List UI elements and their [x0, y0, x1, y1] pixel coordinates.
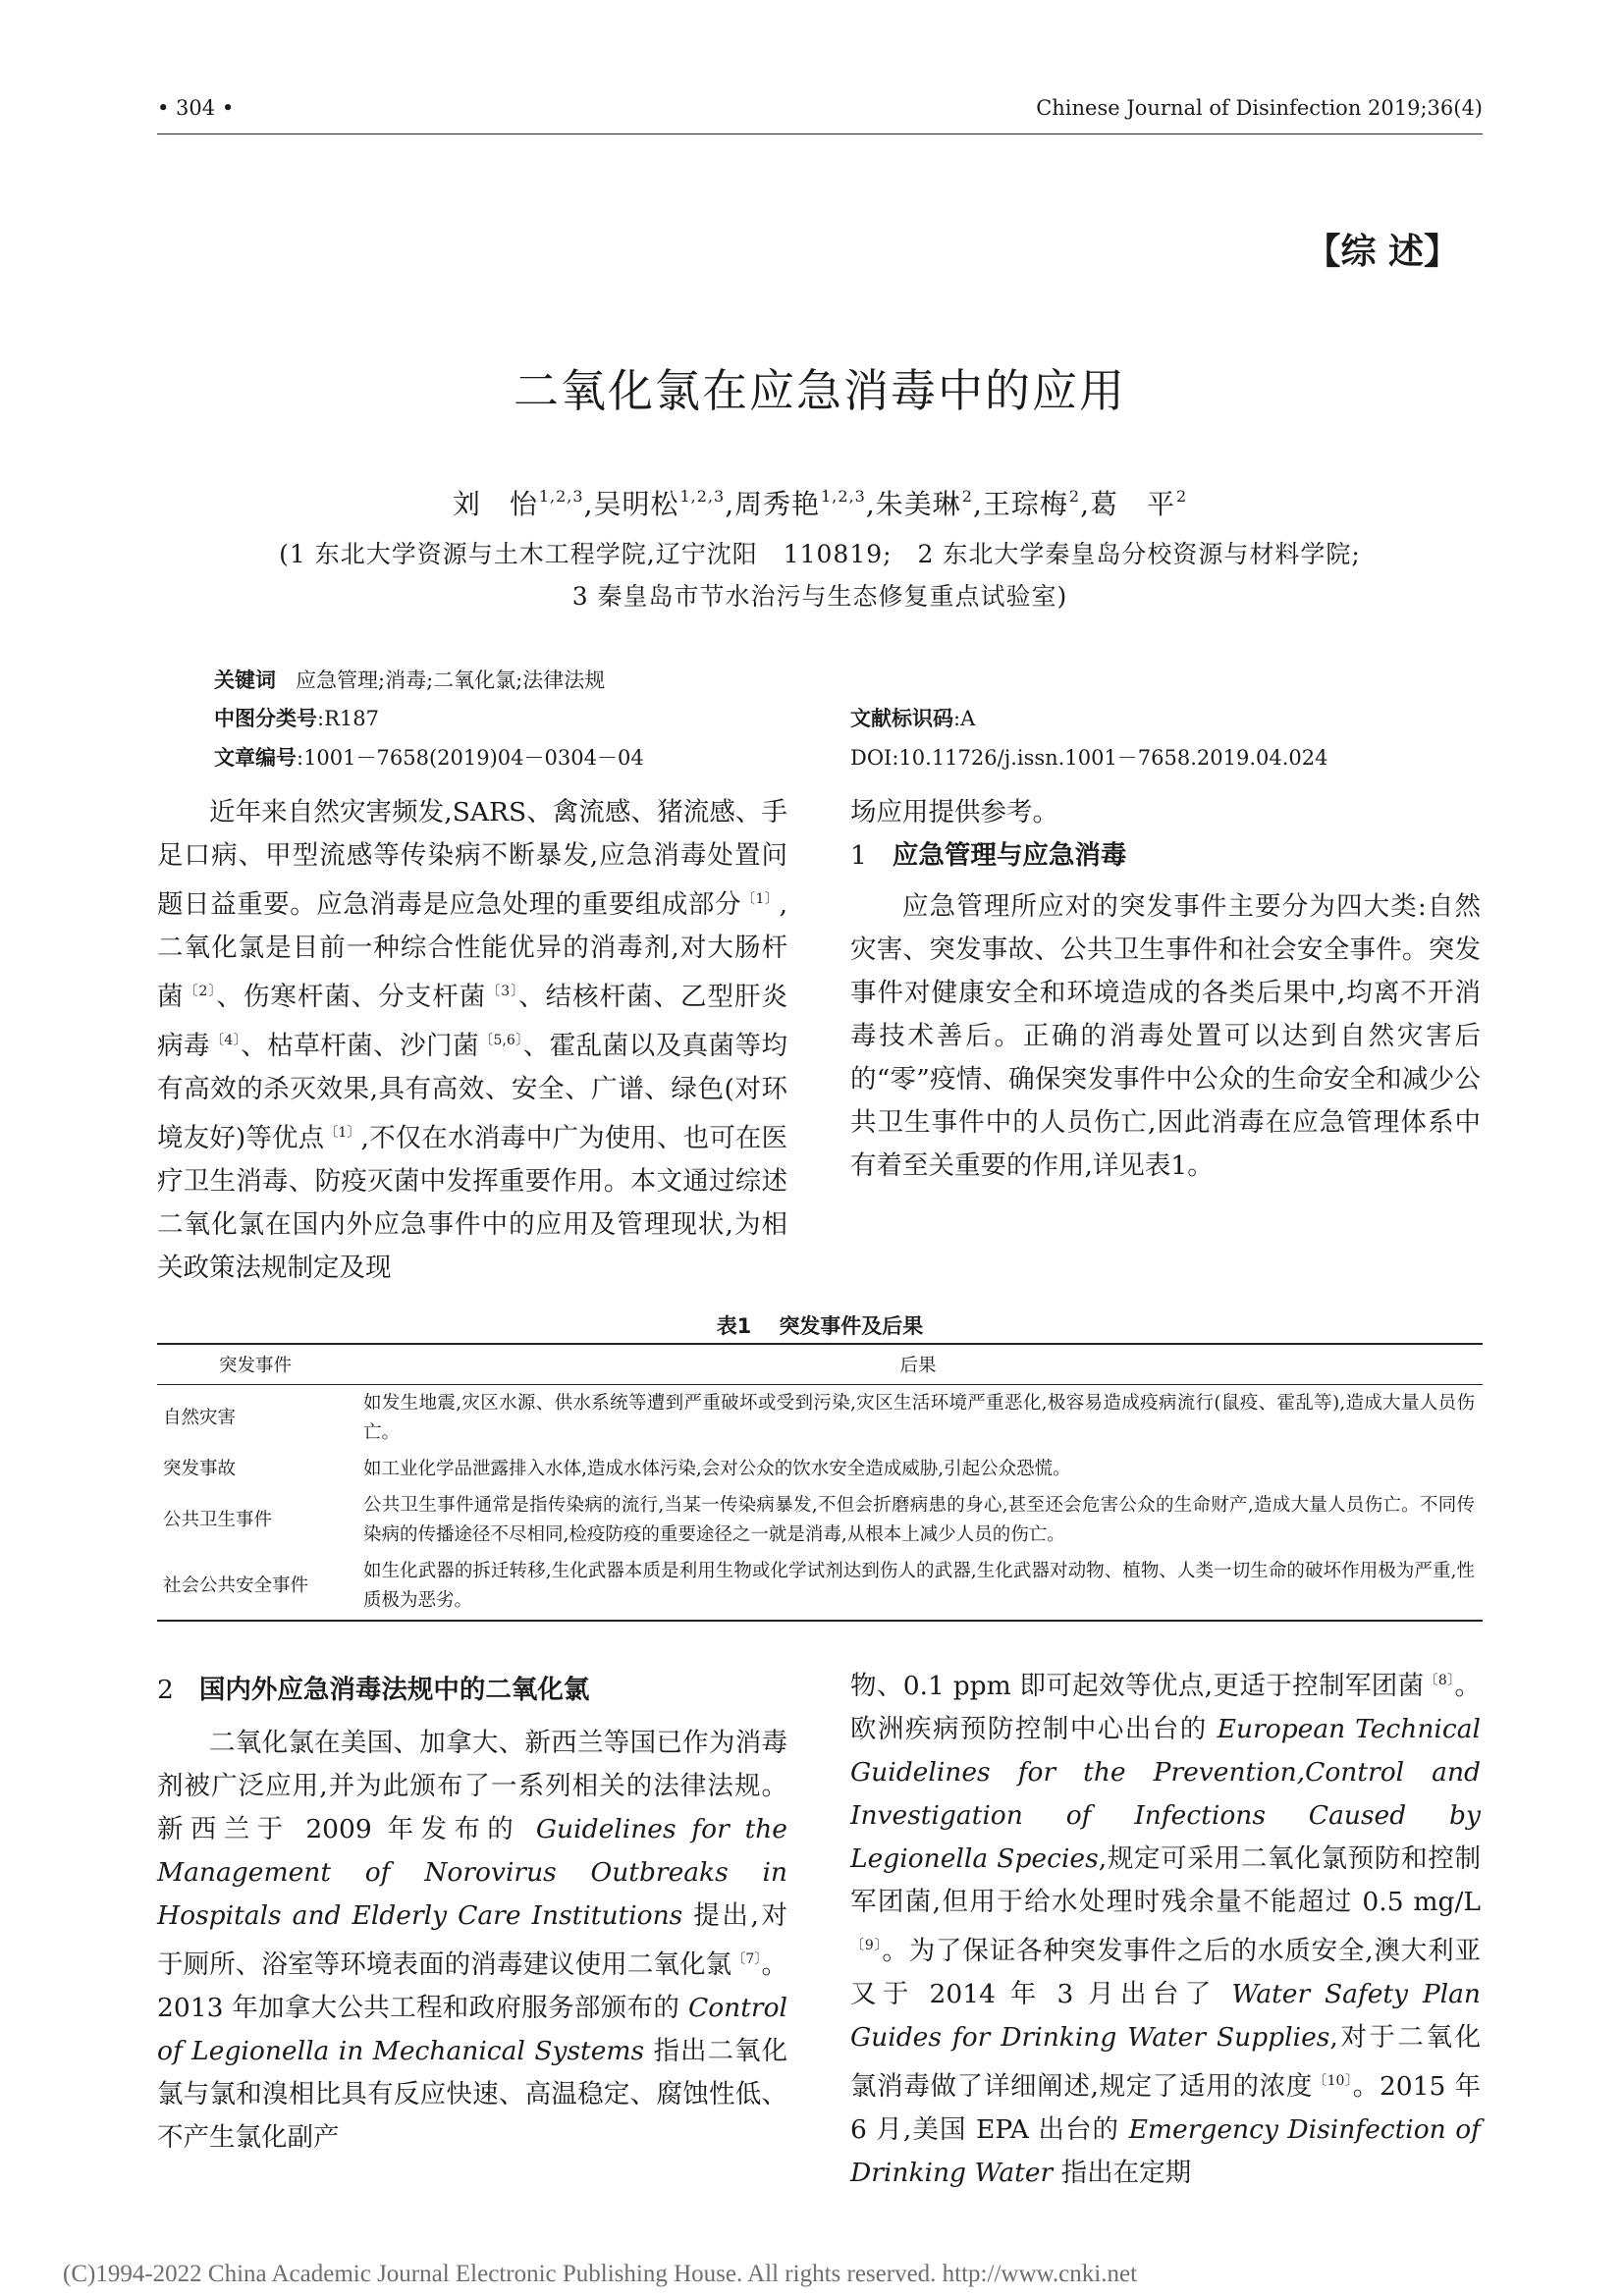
- citation: 〔1〕: [741, 891, 780, 907]
- section-tag: 【综 述】: [1305, 232, 1459, 272]
- page-number: • 304 •: [157, 96, 235, 120]
- citation: 〔5,6〕: [479, 1033, 523, 1048]
- table-row: [157, 1487, 1483, 1554]
- section-2-heading: 2 国内外应急消毒法规中的二氧化氯: [157, 1675, 590, 1705]
- header-rule: [157, 133, 1483, 134]
- table-cell-event: 自然灾害: [163, 1407, 237, 1428]
- table-header: 突发事件: [157, 1344, 353, 1385]
- citation: 〔2〕: [184, 984, 217, 999]
- author: 朱美琳$^2$: [875, 487, 973, 520]
- keywords: 关键词 应急管理;消毒;二氧化氯;法律法规: [214, 668, 606, 692]
- citation: 〔7〕: [731, 1951, 762, 1967]
- table-caption: 表1 突发事件及后果: [716, 1314, 924, 1338]
- table-cell-event: 社会公共安全事件: [157, 1554, 353, 1621]
- citation: 〔4〕: [209, 1033, 242, 1048]
- section-2-paragraph: 二氧化氯在美国、加拿大、新西兰等国已作为消毒剂被广泛应用,并为此颁布了一系列相关的法律法规。新西兰于 2009 年发布的 Guidelines for the Management of Norovirus Outbreaks in Hospitals and Elderly Care Institutions 提出,对于厕所、浴室等环境表面的消毒建议使用二氧化氯$^{〔7〕}$。2013 年加拿大公共工程和政府服务部颁布的 Control of Legionella in Mechanical Systems 指出二氧化氯与氯和溴相比具有反应快速、高温稳定、腐蚀性低、不产生氯化副产: [157, 1728, 787, 2153]
- author-list: 刘 怡$^{1,2,3}$,吴明松$^{1,2,3}$,周秀艳$^{1,2,3}$,朱美琳$^2$,王琮梅$^2$,葛 平$^2$: [452, 487, 1188, 520]
- right-column-bottom: [850, 1659, 1481, 2195]
- table-header: 后果: [353, 1344, 1483, 1385]
- document-code: 文献标识码:A: [850, 707, 976, 730]
- citation: 〔9〕: [850, 1938, 883, 1953]
- citation: 〔10〕: [1312, 2073, 1353, 2089]
- journal-header: Chinese Journal of Disinfection 2019;36(4): [1036, 96, 1483, 120]
- author: 葛 平$^2$: [1089, 487, 1188, 520]
- right-column-top: [850, 791, 1481, 1188]
- table-row: [157, 1385, 1483, 1452]
- author: 吴明松$^{1,2,3}$: [593, 487, 726, 520]
- article-number: 文章编号:1001－7658(2019)04－0304－04: [214, 746, 644, 770]
- intro-text: 近年来自然灾害频发,SARS、禽流感、猪流感、手足口病、甲型流感等传染病不断暴发,应急消毒处置问题日益重要。应急消毒是应急处理的重要组成部分$^{〔1〕}$,二氧化氯是目前一种综合性能优异的消毒剂,对大肠杆菌$^{〔2〕}$、伤寒杆菌、分支杆菌$^{〔3〕}$、结核杆菌、乙型肝炎病毒$^{〔4〕}$、枯草杆菌、沙门菌$^{〔5,6〕}$、霍乱菌以及真菌等均有高效的杀灭效果,具有高效、安全、广谱、绿色(对环境友好)等优点$^{〔1〕}$,不仅在水消毒中广为使用、也可在医疗卫生消毒、防疫灭菌中发挥重要作用。本文通过综述二氧化氯在国内外应急事件中的应用及管理现状,为相关政策法规制定及现: [157, 797, 788, 1283]
- citation: 〔8〕: [1424, 1673, 1455, 1688]
- copyright-footer: (C)1994-2022 China Academic Journal Electronic Publishing House. All rights reserved. http://www.cnki.net: [63, 2261, 1138, 2287]
- section-1-paragraph: 应急管理所应对的突发事件主要分为四大类:自然灾害、突发事故、公共卫生事件和社会安全事件。突发事件对健康安全和环境造成的各类后果中,均离不开消毒技术善后。正确的消毒处置可以达到自然灾害后的“零”疫情、确保突发事件中公众的生命安全和减少公共卫生事件中的人员伤亡,因此消毒在应急管理体系中有着至关重要的作用,详见表1。: [850, 891, 1481, 1181]
- table-cell-consequence: 如生化武器的拆迁转移,生化武器本质是利用生物或化学试剂达到伤人的武器,生化武器对动物、植物、人类一切生命的破坏作用极为严重,性质极为恶劣。: [353, 1554, 1483, 1621]
- intro-continuation: 场应用提供参考。: [850, 797, 1058, 828]
- doi: DOI:10.11726/j.issn.1001－7658.2019.04.024: [850, 746, 1328, 770]
- citation: 〔3〕: [486, 984, 519, 999]
- table-row: [157, 1452, 1483, 1487]
- author: 刘 怡$^{1,2,3}$: [452, 487, 584, 520]
- section-2-continuation: 物、0.1 ppm 即可起效等优点,更适于控制军团菌$^{〔8〕}$。欧洲疾病预防控制中心出台的 European Technical Guidelines for the Prevention,Control and Investigation of Infections Caused by Legionella Species,规定可采用二氧化氯预防和控制军团菌,但用于给水处理时残余量不能超过 0.5 $mg/L^{〔9〕}$。为了保证各种突发事件之后的水质安全,澳大利亚又于 2014 年 3 月出台了 Water Safety Plan Guides for Drinking Water Supplies,对于二氧化氯消毒做了详细阐述,规定了适用的浓度$^{〔10〕}$。2015 年 6 月,美国 EPA 出台的 Emergency Disinfection of Drinking Water 指出在定期: [850, 1671, 1481, 2188]
- table-cell-event: 公共卫生事件: [163, 1509, 273, 1530]
- author: 周秀艳$^{1,2,3}$: [734, 487, 866, 520]
- affiliation-line: (1 东北大学资源与土木工程学院,辽宁沈阳 110819; 2 东北大学秦皇岛分校资源与材料学院;: [279, 540, 1361, 568]
- table-cell-consequence: 如发生地震,灾区水源、供水系统等遭到严重破坏或受到污染,灾区生活环境严重恶化,极容易造成疫病流行(鼠疫、霍乱等),造成大量人员伤亡。: [363, 1392, 1475, 1443]
- clc-number: 中图分类号:R187: [214, 707, 379, 730]
- citation: 〔1〕: [324, 1125, 361, 1141]
- paper-title: 二氧化氯在应急消毒中的应用: [514, 364, 1126, 417]
- affiliation-line: 3 秦皇岛市节水治污与生态修复重点试验室): [571, 582, 1068, 611]
- author: 王琮梅$^2$: [982, 487, 1081, 520]
- table-row: [157, 1554, 1483, 1621]
- table-cell-consequence: 公共卫生事件通常是指传染病的流行,当某一传染病暴发,不但会折磨病患的身心,甚至还会危害公众的生命财产,造成大量人员伤亡。不同传染病的传播途径不尽相同,检疫防疫的重要途径之一就是消毒,从根本上减少人员的伤亡。: [363, 1494, 1475, 1545]
- events-table: [157, 1343, 1483, 1622]
- table-cell-event: 突发事故: [163, 1458, 237, 1479]
- section-2: [157, 1669, 787, 2160]
- table-cell-consequence: 如工业化学品泄露排入水体,造成水体污染,会对公众的饮水安全造成威胁,引起公众恐慌。: [363, 1458, 1071, 1479]
- section-1-heading: 1 应急管理与应急消毒: [850, 840, 1127, 871]
